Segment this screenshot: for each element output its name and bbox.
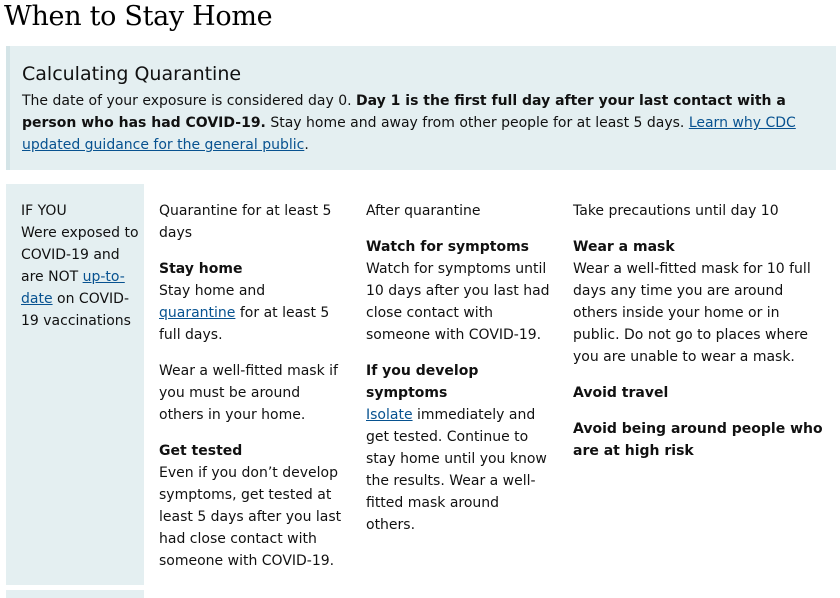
stay-home-heading: Stay home: [159, 261, 243, 277]
avoid-high-risk-heading: Avoid being around people who are at high risk: [573, 421, 823, 459]
quarantine-column: [159, 200, 345, 572]
callout-title: Calculating Quarantine: [22, 63, 242, 85]
callout-body: [22, 90, 822, 156]
stay-home-text: [159, 280, 345, 346]
row-label-text-2: on COVID-19 vaccinations: [21, 291, 131, 329]
after-quarantine-column: [366, 200, 550, 536]
stay-home-text-post: for at least 5 full days.: [159, 305, 330, 343]
develop-symptoms-heading: If you develop symptoms: [366, 363, 479, 401]
get-tested-text: Even if you don’t develop symptoms, get tested at least 5 days after you last had close contact with someone with COVID-19.: [159, 465, 342, 569]
row-label-if-you: IF YOU: [21, 203, 67, 219]
page-title: When to Stay Home: [4, 1, 273, 32]
row-label-cell: [6, 184, 144, 585]
precautions-heading: Take precautions until day 10: [573, 203, 779, 219]
isolate-link[interactable]: Isolate: [366, 407, 413, 423]
next-row-label-cell: [6, 590, 144, 598]
wear-mask-heading: Wear a mask: [573, 239, 675, 255]
quarantine-heading: Quarantine for at least 5 days: [159, 203, 332, 241]
callout-text-after: Stay home and away from other people for at least 5 days.: [265, 115, 689, 131]
callout-text-intro: The date of your exposure is considered day 0.: [22, 93, 357, 109]
develop-symptoms-text: [366, 404, 550, 536]
callout-text-end: .: [304, 137, 309, 153]
cdc-guidance-link[interactable]: Learn why CDC updated guidance for the general public: [22, 115, 796, 153]
stay-home-text-pre: Stay home and: [159, 283, 266, 299]
develop-symptoms-text-body: immediately and get tested. Continue to stay home until you know the results. Wear a well-fitted mask around others.: [366, 407, 547, 533]
watch-symptoms-text: Watch for symptoms until 10 days after you last had close contact with someone with COVID-19.: [366, 261, 550, 343]
up-to-date-link[interactable]: up-to-date: [21, 269, 125, 307]
wear-mask-text: Wear a well-fitted mask for 10 full days any time you are around others inside your home or in public. Do not go to places where you are unable to wear a mask.: [573, 261, 811, 365]
avoid-travel-heading: Avoid travel: [573, 385, 669, 401]
callout-text-bold: Day 1 is the first full day after your last contact with a person who has had COVID-19.: [22, 93, 786, 131]
row-label-text: Were exposed to COVID-19 and are NOT: [21, 225, 139, 285]
quarantine-link[interactable]: quarantine: [159, 305, 236, 321]
watch-symptoms-heading: Watch for symptoms: [366, 239, 530, 255]
quarantine-callout: [6, 46, 836, 170]
home-mask-text: Wear a well-fitted mask if you must be around others in your home.: [159, 363, 338, 423]
after-quarantine-heading: After quarantine: [366, 203, 481, 219]
precautions-column: [573, 200, 823, 462]
get-tested-heading: Get tested: [159, 443, 243, 459]
row-label: [21, 200, 139, 332]
